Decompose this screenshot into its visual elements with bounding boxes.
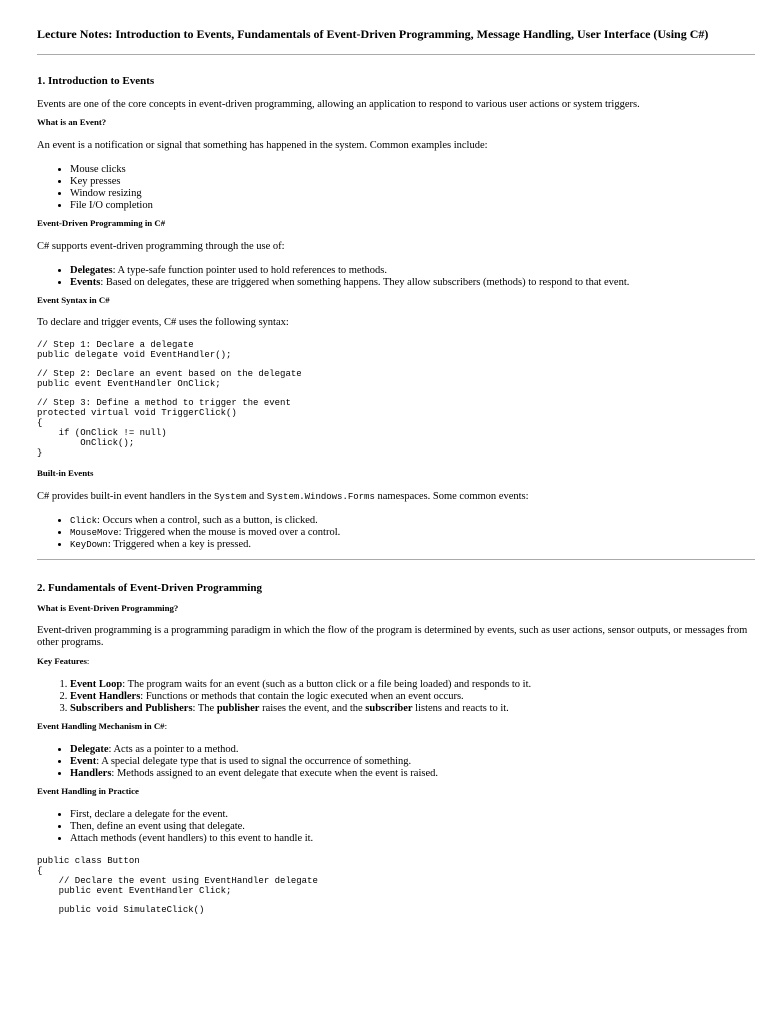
event-syntax-heading: Event Syntax in C# — [37, 295, 110, 305]
description: : A type-safe function pointer used to hold references to methods. — [112, 265, 387, 276]
code-block-simulate-click: public void SimulateClick() — [37, 905, 205, 915]
description: : Triggered when a key is pressed. — [107, 539, 251, 550]
description: raises the event, and the — [259, 703, 366, 714]
term: Delegates — [70, 265, 113, 276]
what-is-edp-text: Event-driven programming is a programming paradigm in which the flow of the program is determined by events, such as user actions, sensor outputs, or messages from other programs. — [37, 625, 748, 648]
event-syntax-text: To declare and trigger events, C# uses the following syntax: — [37, 317, 289, 328]
text: namespaces. Some common events: — [374, 491, 529, 502]
practice-heading: Event Handling in Practice — [37, 786, 139, 796]
code-block-step1: // Step 1: Declare a delegate public delegate void EventHandler(); — [37, 340, 232, 360]
code-block-step3: // Step 3: Define a method to trigger the event protected virtual void TriggerClick() { if (OnClick != null) OnClick(); } — [37, 398, 291, 458]
text: C# provides built-in event handlers in the — [37, 491, 215, 502]
mechanism-list — [37, 744, 755, 780]
list-item — [70, 539, 755, 551]
term: Event — [70, 756, 97, 767]
section2-heading: 2. Fundamentals of Event-Driven Programming — [37, 582, 262, 594]
list-item: • Mouse clicks — [70, 164, 755, 176]
description: : Methods assigned to an event delegate that execute when the event is raised. — [111, 768, 438, 779]
list-item: • First, declare a delegate for the event. — [70, 809, 755, 821]
heading-colon: : — [86, 656, 90, 666]
edp-csharp-heading: Event-Driven Programming in C# — [37, 218, 166, 228]
code-block-step2: // Step 2: Declare an event based on the delegate public event EventHandler OnClick; — [37, 369, 302, 389]
emphasis: subscriber — [365, 703, 413, 714]
list-item: • Key presses — [70, 176, 755, 188]
term: Subscribers and Publishers — [70, 703, 193, 714]
emphasis: publisher — [216, 703, 260, 714]
edp-csharp-text: C# supports event-driven programming through the use of: — [37, 241, 285, 252]
list-item — [70, 265, 755, 277]
description: : Functions or methods that contain the logic executed when an event occurs. — [140, 691, 464, 702]
description: : Triggered when the mouse is moved over a control. — [118, 527, 341, 538]
section-divider — [37, 559, 755, 560]
what-is-event-text: An event is a notification or signal that something has happened in the system. Common examples include: — [37, 140, 488, 151]
builtin-events-heading: Built-in Events — [37, 468, 94, 478]
list-item — [70, 744, 755, 756]
list-item — [70, 768, 755, 780]
list-item: • File I/O completion — [70, 200, 755, 212]
description: : The program waits for an event (such as a button click or a file being loaded) and responds to it. — [122, 679, 532, 690]
code-block-button-class: public class Button { // Declare the event using EventHandler delegate public event EventHandler Click; — [37, 856, 318, 896]
section1-heading: 1. Introduction to Events — [37, 75, 155, 87]
term: Event Handlers — [70, 691, 141, 702]
text: and — [246, 491, 267, 502]
term: Events — [70, 277, 101, 288]
list-item: • Then, define an event using that delegate. — [70, 821, 755, 833]
term: Event Loop — [70, 679, 123, 690]
key-features-list — [37, 679, 755, 715]
list-item — [70, 277, 755, 289]
heading-colon: : — [164, 721, 168, 731]
inline-code: Click — [70, 516, 98, 526]
heading-text: Key Features — [37, 656, 87, 666]
key-features-heading — [37, 656, 755, 667]
list-item — [70, 679, 755, 691]
list-item — [70, 756, 755, 768]
mechanism-heading — [37, 721, 755, 732]
section1-intro: Events are one of the core concepts in event-driven programming, allowing an application to respond to various user actions or system triggers. — [37, 99, 640, 110]
edp-items-list — [37, 265, 755, 289]
term: Delegate — [70, 744, 109, 755]
list-item — [70, 527, 755, 539]
event-examples-list — [37, 164, 755, 212]
description: : Acts as a pointer to a method. — [108, 744, 239, 755]
inline-code: KeyDown — [70, 540, 108, 550]
heading-text: Event Handling Mechanism in C# — [37, 721, 165, 731]
description: listens and reacts to it. — [412, 703, 509, 714]
document-title: Lecture Notes: Introduction to Events, Fundamentals of Event-Driven Programming, Message Handling, User Interface (Using C#) — [37, 27, 709, 41]
description: : A special delegate type that is used to signal the occurrence of something. — [96, 756, 412, 767]
inline-code: System — [214, 492, 247, 502]
description: : Occurs when a control, such as a button, is clicked. — [97, 515, 318, 526]
description: : The — [192, 703, 217, 714]
list-item — [70, 703, 755, 715]
practice-list — [37, 809, 755, 845]
term: Handlers — [70, 768, 112, 779]
builtin-events-list — [37, 515, 755, 551]
title-divider — [37, 54, 755, 55]
what-is-event-heading: What is an Event? — [37, 117, 107, 127]
list-item — [70, 515, 755, 527]
document — [37, 27, 755, 915]
list-item: • Attach methods (event handlers) to this event to handle it. — [70, 833, 755, 845]
what-is-edp-heading: What is Event-Driven Programming? — [37, 603, 179, 613]
inline-code: MouseMove — [70, 528, 119, 538]
inline-code: System.Windows.Forms — [266, 492, 375, 502]
description: : Based on delegates, these are triggered when something happens. They allow subscribers (methods) to respond to that event. — [100, 277, 630, 288]
builtin-events-text — [37, 491, 755, 503]
list-item: • Window resizing — [70, 188, 755, 200]
list-item — [70, 691, 755, 703]
